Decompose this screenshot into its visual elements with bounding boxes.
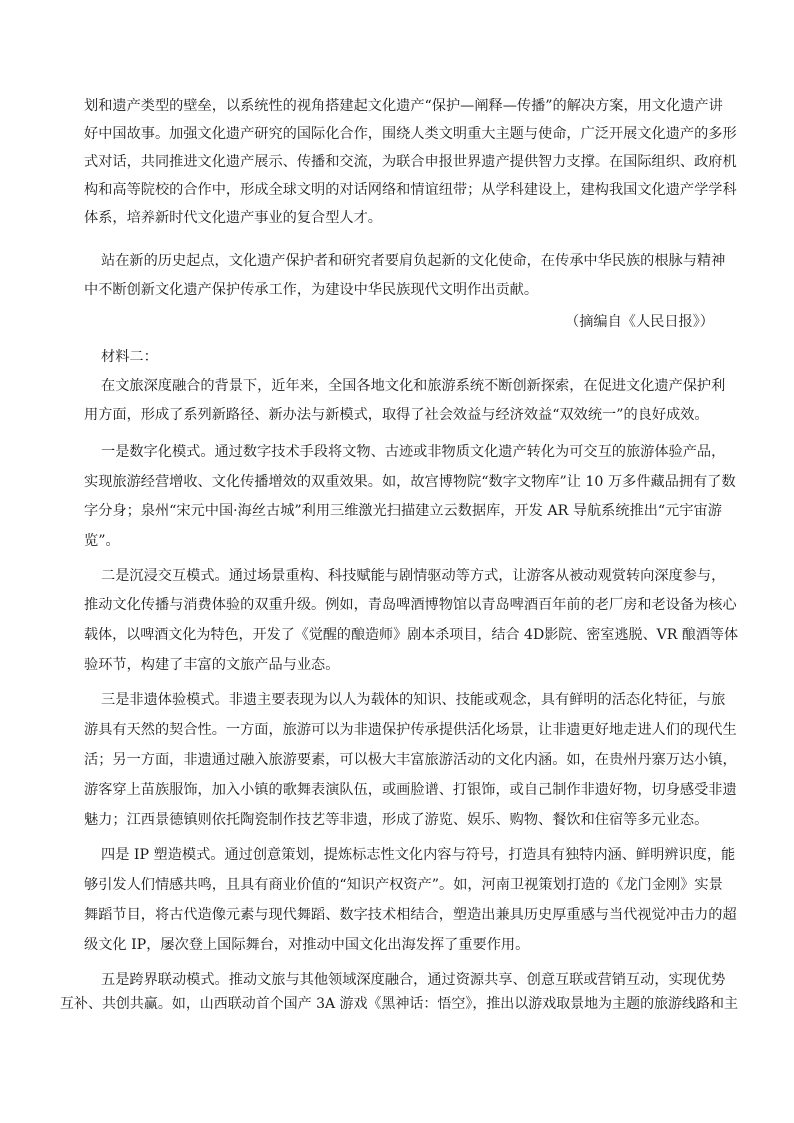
text-line: 字分身；泉州“宋元中国·海丝古城”利用三维激光扫描建立云数据库，开发 AR 导航系统推出“元宇宙游	[84, 503, 722, 519]
text-line: 好中国故事。加强文化遗产研究的国际化合作，围绕人类文明重大主题与使命，广泛开展文化遗产的多形	[84, 126, 737, 142]
text-line: 中不断创新文化遗产保护传承工作，为建设中华民族现代文明作出贡献。	[84, 282, 539, 298]
text-line: 游具有天然的契合性。一方面，旅游可以为非遗保护传承提供活化场景，让非遗更好地走进人们的现代生	[84, 722, 737, 738]
text-line: 实现旅游经营增收、文化传播增效的双重效果。如，故宫博物院“数字文物库”让 10 万多件藏品拥有了数	[84, 474, 736, 490]
text-line: 推动文化传播与消费体验的双重升级。例如，青岛啤酒博物馆以青岛啤酒百年前的老厂房和老设备为核心	[84, 597, 737, 613]
text-line: 览”。	[84, 533, 120, 549]
text-line: 站在新的历史起点，文化遗产保护者和研究者要肩负起新的文化使命，在传承中华民族的根脉与精神	[101, 253, 726, 269]
text-line: 构和高等院校的合作中，形成全球文明的对话网络和情谊纽带；从学科建设上，建构我国文化遗产学学科	[84, 182, 737, 198]
text-line: 活；另一方面，非遗通过融入旅游要素，可以极大丰富旅游活动的文化内涵。如，在贵州丹寨万达小镇，	[84, 752, 737, 768]
text-line: 三是非遗体验模式。非遗主要表现为以人为载体的知识、技能或观念，具有鲜明的活态化特征，与旅	[101, 692, 726, 708]
section-heading: 材料二：	[101, 349, 158, 365]
text-line: 载体，以啤酒文化为特色，开发了《觉醒的酿造师》剧本杀项目，结合 4D影院、密室逃脱、VR 酿酒等体	[84, 627, 739, 643]
text-line: 互补、共创共赢。如，山西联动首个国产 3A 游戏《黑神话：悟空》，推出以游戏取景地为主题的旅游线路和主	[60, 996, 738, 1012]
text-line: 级文化 IP，屡次登上国际舞台，对推动中国文化出海发挥了重要作用。	[84, 937, 530, 953]
text-line: 够引发人们情感共鸣，且具有商业价值的“知识产权资产”。如，河南卫视策划打造的《龙门金刚》实景	[84, 877, 723, 893]
text-line: 在文旅深度融合的背景下，近年来，全国各地文化和旅游系统不断创新探索，在促进文化遗产保护利	[101, 378, 726, 394]
text-line: 一是数字化模式。通过数字技术手段将文物、古迹或非物质文化遗产转化为可交互的旅游体验产品，	[101, 444, 726, 460]
text-line: 划和遗产类型的壁垒，以系统性的视角搭建起文化遗产“保护—阐释—传播”的解决方案，用文化遗产讲	[84, 98, 723, 114]
text-line: 四是 IP 塑造模式。通过创意策划，提炼标志性文化内容与符号，打造具有独特内涵、鲜明辨识度，能	[101, 847, 736, 863]
text-line: 舞蹈节目，将古代造像元素与现代舞蹈、数字技术相结合，塑造出兼具历史厚重感与当代视觉冲击力的超	[84, 907, 737, 923]
text-line: 游客穿上苗族服饰，加入小镇的歌舞表演队伍，或画脸谱、打银饰，或自己制作非遗好物，切身感受非遗	[84, 782, 737, 798]
text-line: 魅力；江西景德镇则依托陶瓷制作技艺等非遗，形成了游览、娱乐、购物、餐饮和住宿等多元业态。	[84, 812, 709, 828]
text-line: 式对话，共同推进文化遗产展示、传播和交流，为联合申报世界遗产提供智力支撑。在国际组织、政府机	[84, 154, 737, 170]
text-line: 二是沉浸交互模式。通过场景重构、科技赋能与剧情驱动等方式，让游客从被动观赏转向深度参与，	[101, 568, 726, 584]
text-line: 五是跨界联动模式。推动文旅与其他领域深度融合，通过资源共享、创意互联或营销互动，实现优势	[101, 972, 726, 988]
text-line: 体系，培养新时代文化遗产事业的复合型人才。	[84, 210, 382, 226]
text-line: 用方面，形成了系列新路径、新办法与新模式，取得了社会效益与经济效益“双效统一”的良好成效。	[84, 407, 709, 423]
source-citation: （摘编自《人民日报》）	[565, 314, 714, 330]
text-line: 验环节，构建了丰富的文旅产品与业态。	[84, 657, 340, 673]
